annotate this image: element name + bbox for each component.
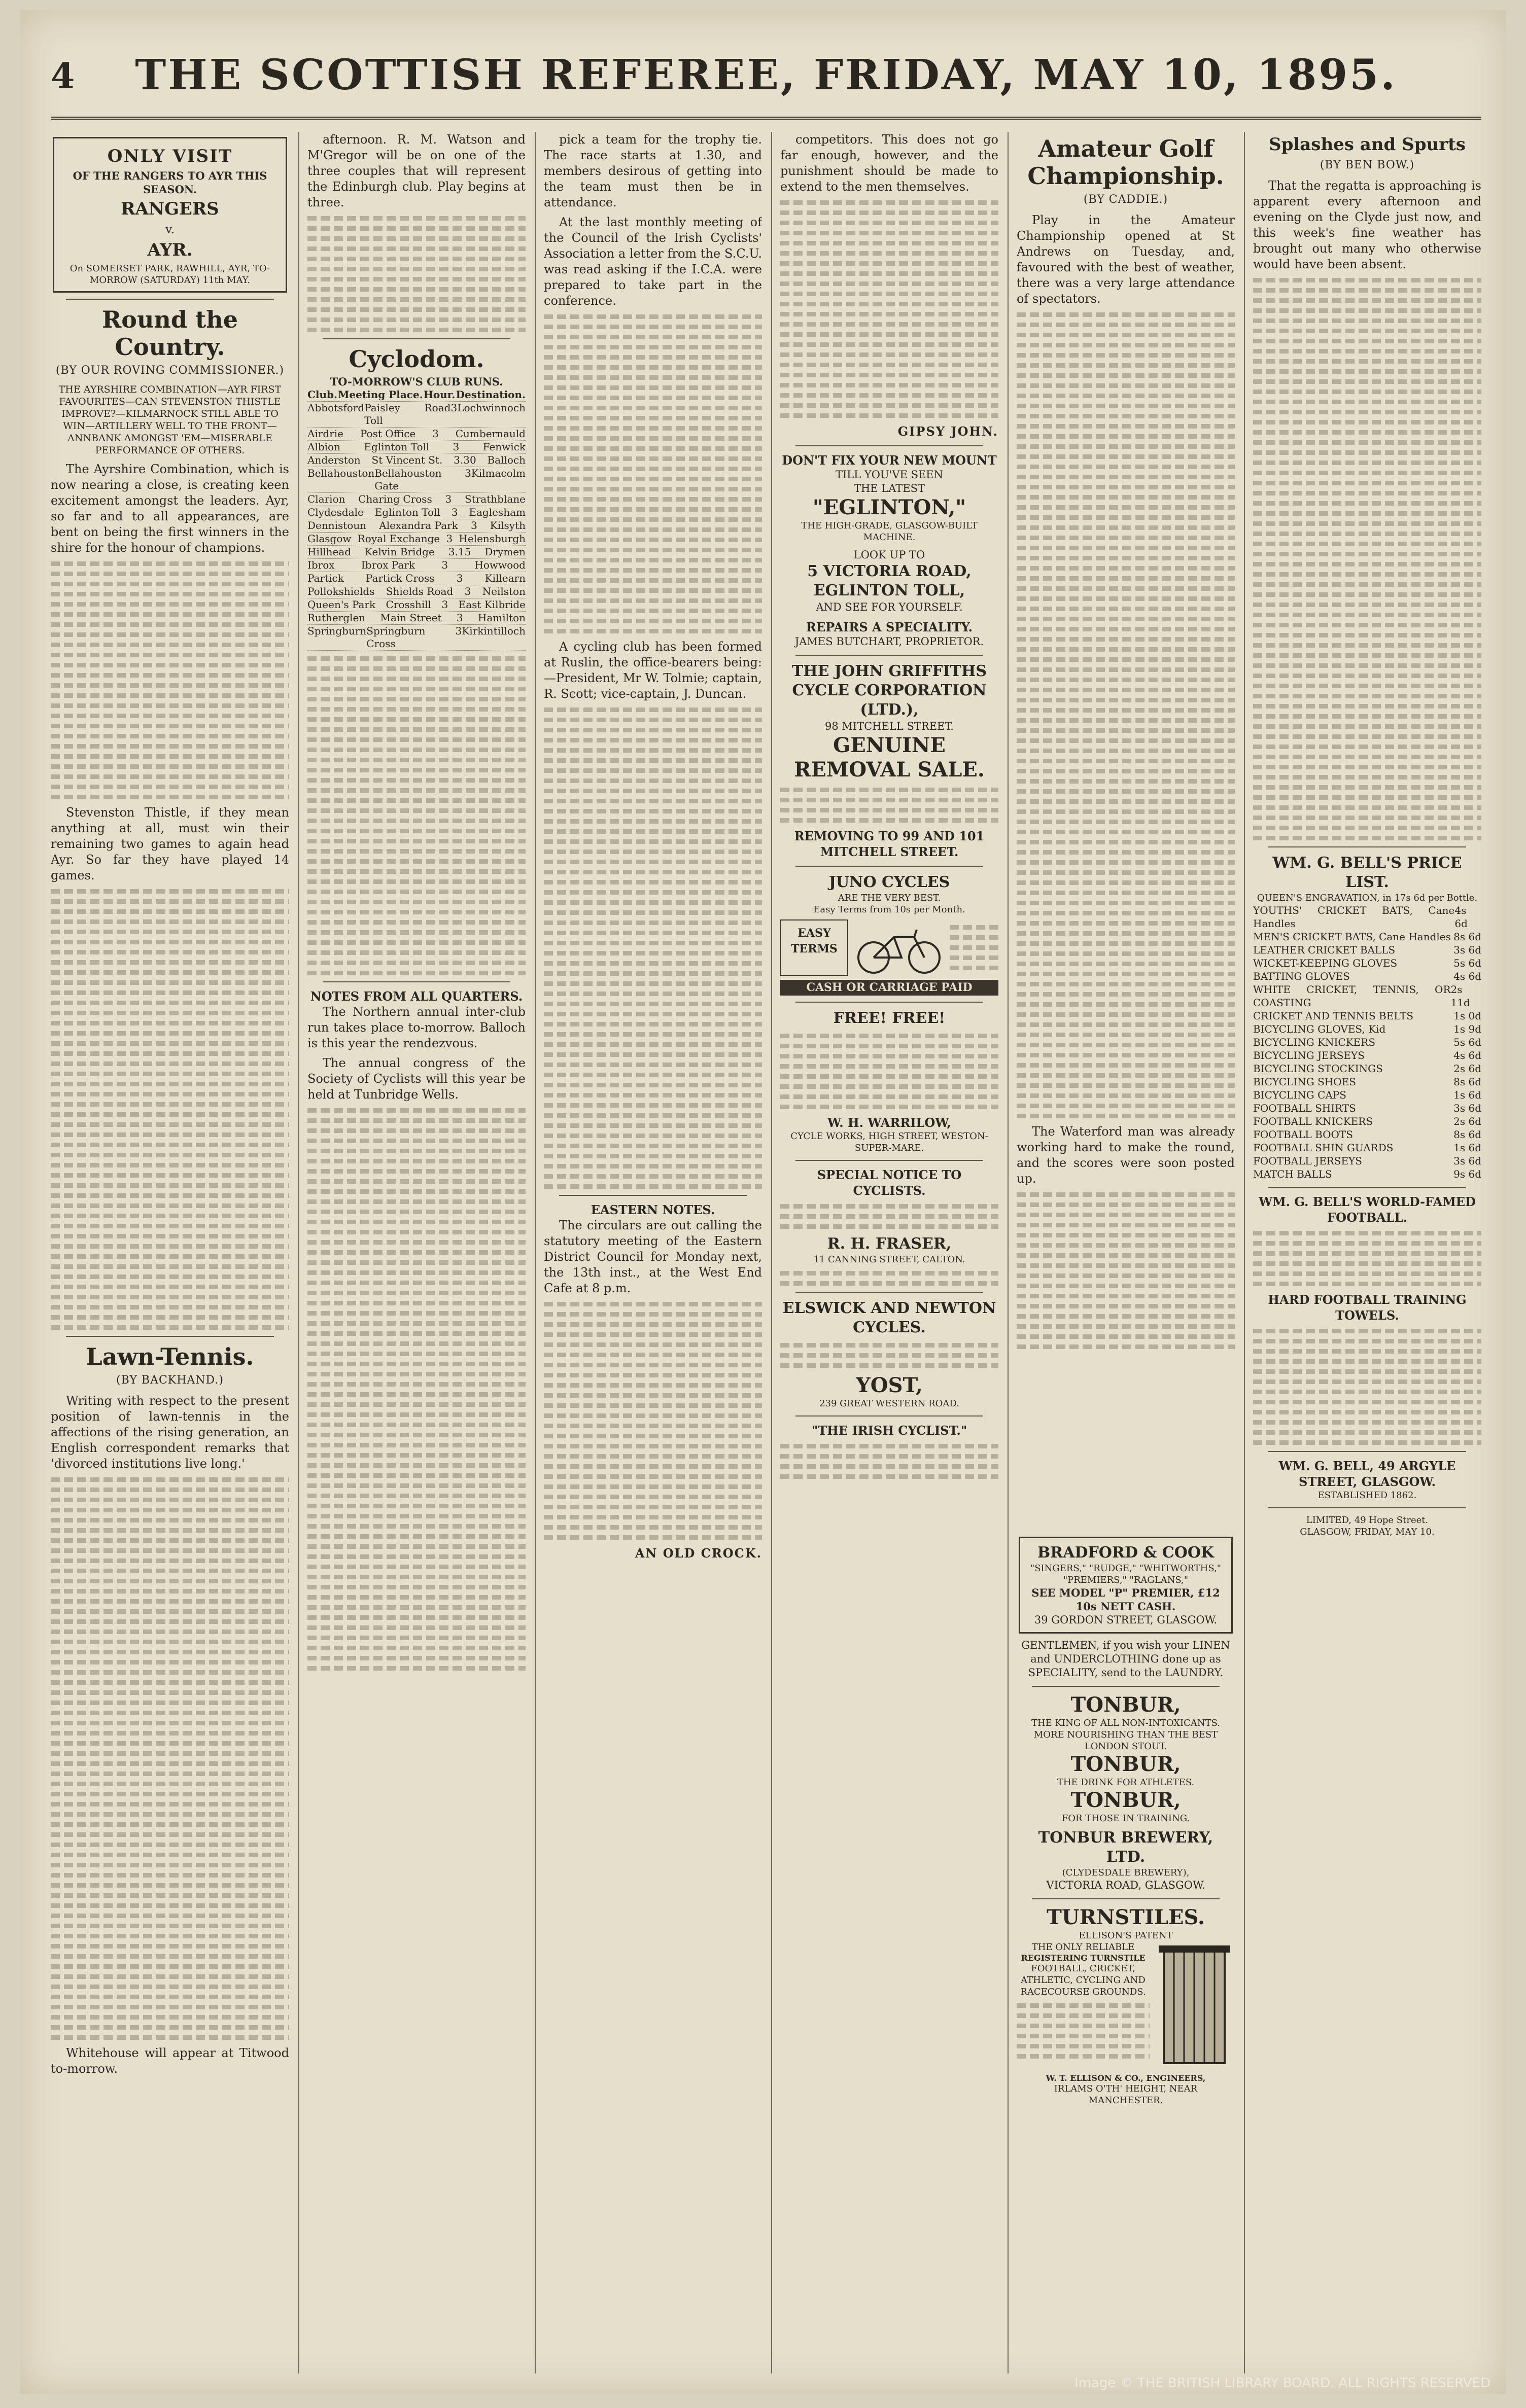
- table-row: [307, 441, 526, 454]
- table-row: [307, 546, 526, 559]
- ad-line: MORE NOURISHING THAN THE BEST LONDON STOUT.: [1033, 1729, 1218, 1752]
- table-cell: Strathblane: [465, 493, 526, 505]
- table-cell: Clydesdale: [307, 506, 364, 518]
- price-item-name: BICYCLING SHOES: [1253, 1076, 1356, 1088]
- article-body-lines: [544, 707, 762, 1189]
- table-cell: Glasgow: [307, 533, 352, 545]
- price-list: [1253, 904, 1481, 1181]
- ad-line: DON'T FIX YOUR NEW MOUNT: [782, 453, 997, 468]
- ad-badge: EASY TERMS: [780, 919, 848, 976]
- club-runs-table: [307, 388, 526, 651]
- ad-line: THE ONLY RELIABLE: [1031, 1942, 1135, 1953]
- table-cell: Clarion: [307, 493, 345, 505]
- signature: AN OLD CROCK.: [635, 1546, 762, 1561]
- notice-box: [53, 137, 287, 293]
- table-cell: 3: [453, 441, 460, 453]
- table-cell: Kirkintilloch: [462, 625, 526, 637]
- price-list-item: [1253, 1088, 1481, 1102]
- table-cell: Drymen: [484, 546, 526, 558]
- article-paragraph: afternoon. R. M. Watson and M'Gregor will be on one of the three couples that will represent the Edinburgh club. Play begins at three.: [307, 132, 526, 209]
- ad-body-lines: [1253, 1329, 1481, 1445]
- article-title: Cyclodom.: [349, 345, 484, 373]
- price-item-name: MATCH BALLS: [1253, 1168, 1332, 1180]
- ad-address: CYCLE WORKS, HIGH STREET, WESTON-SUPER-MARE.: [790, 1131, 988, 1153]
- ad-name: THE JOHN GRIFFITHS CYCLE CORPORATION (LTD.),: [791, 662, 987, 719]
- price-item-price: 2s 6d: [1453, 1115, 1481, 1127]
- article-paragraph: competitors. This does not go far enough, however, and the punishment should be made to extend to the men themselves.: [780, 132, 998, 194]
- imprint-line: GLASGOW, FRIDAY, MAY 10.: [1300, 1527, 1435, 1537]
- ad-line: AND SEE FOR YOURSELF.: [816, 601, 963, 613]
- price-list-item: [1253, 1062, 1481, 1075]
- ad-headline: WM. G. BELL'S PRICE LIST.: [1272, 854, 1462, 891]
- bottom-ads: [1017, 1532, 1235, 2374]
- price-item-name: BICYCLING GLOVES, Kid: [1253, 1023, 1386, 1035]
- price-item-price: 2s 11d: [1450, 983, 1470, 1009]
- irish-cyclist-ad: [780, 1423, 998, 1479]
- ad-body-lines: [780, 1271, 998, 1286]
- price-list-item: [1253, 1102, 1481, 1115]
- notice-v: v.: [165, 222, 175, 236]
- ad-name: W. T. ELLISON & CO., ENGINEERS,: [1046, 2073, 1206, 2083]
- griffiths-ad: [780, 662, 998, 860]
- ad-address: 11 CANNING STREET, CALTON.: [813, 1254, 965, 1265]
- table-cell: Eglinton Toll: [364, 441, 430, 453]
- table-row: [307, 559, 526, 572]
- price-item-price: 1s 0d: [1453, 1010, 1481, 1022]
- table-cell: Abbotsford: [307, 402, 365, 414]
- ad-name: TONBUR BREWERY, LTD.: [1038, 1829, 1213, 1866]
- table-row: [307, 533, 526, 546]
- article-paragraph: At the last monthly meeting of the Council of the Irish Cyclists' Association a letter from the S.C.U. was read asking if the I.C.A. were prepared to take part in the conference.: [544, 215, 762, 308]
- price-list-item: [1253, 957, 1481, 970]
- table-cell: Ibrox Park: [361, 559, 415, 571]
- article-paragraph: Whitehouse will appear at Titwood to-morrow.: [51, 2046, 289, 2076]
- column-rule: [535, 132, 536, 2374]
- ad-address: VICTORIA ROAD, GLASGOW.: [1046, 1879, 1205, 1891]
- table-cell: 3.30: [454, 454, 476, 466]
- article-paragraph: The Ayrshire Combination, which is now nearing a close, is creating keen excitement amongst the leaders. Ayr, so far and to all appearances, are bent on being the first winners in the shire for the honour of champions.: [51, 462, 289, 555]
- table-cell: Springburn Cross: [366, 625, 426, 650]
- price-list-item: [1253, 1154, 1481, 1167]
- price-list-item: [1253, 943, 1481, 957]
- article-paragraph: Stevenston Thistle, if they mean anything at all, must win their remaining two games to again head Ayr. So far they have played 14 games.: [51, 805, 289, 882]
- table-row: [307, 428, 526, 441]
- price-item-name: BICYCLING STOCKINGS: [1253, 1063, 1383, 1075]
- price-item-price: 4s 6d: [1453, 1049, 1481, 1061]
- table-cell: Partick: [307, 572, 344, 584]
- column-1: [51, 132, 289, 2374]
- table-row: [307, 467, 526, 493]
- table-cell: Balloch: [487, 454, 526, 466]
- table-cell: 3: [465, 467, 471, 479]
- table-cell: Crosshill: [386, 598, 432, 611]
- copyright-credit: Image © THE BRITISH LIBRARY BOARD. ALL RIGHTS RESERVED: [1074, 2376, 1490, 2391]
- runs-table-title: TO-MORROW'S CLUB RUNS.: [330, 375, 503, 388]
- table-cell: Albion: [307, 441, 340, 453]
- table-cell: Queen's Park: [307, 598, 376, 611]
- ad-body-lines: [780, 1204, 998, 1229]
- price-item-name: LEATHER CRICKET BALLS: [1253, 944, 1396, 956]
- fraser-ad: [780, 1167, 998, 1286]
- table-filler-lines: [307, 656, 526, 975]
- price-item-price: 8s 6d: [1453, 1076, 1481, 1088]
- article-title: Round the Country.: [102, 306, 238, 361]
- price-list-item: [1253, 1022, 1481, 1036]
- ad-line: FOR THOSE IN TRAINING.: [1061, 1813, 1190, 1824]
- table-cell: Springburn: [307, 625, 367, 637]
- eglinton-ad: [780, 452, 998, 649]
- section-title: EASTERN NOTES.: [591, 1202, 715, 1217]
- ad-line: "SINGERS," "RUDGE," "WHITWORTHS," "PREMIERS," "RAGLANS,": [1030, 1563, 1222, 1585]
- ad-line: Easy Terms from 10s per Month.: [813, 904, 965, 915]
- ad-name: "EGLINTON,": [812, 495, 966, 519]
- column-rule: [771, 132, 772, 2374]
- article-paragraph: That the regatta is approaching is apparent every afternoon and evening on the Clyde just now, and this week's fine weather has brought out many who otherwise would have been absent.: [1253, 179, 1481, 271]
- article-paragraph: Play in the Amateur Championship opened at St Andrews on Tuesday, and, favoured with the best of weather, there was a very large attendance of spectators.: [1017, 213, 1235, 306]
- notice-title: ONLY VISIT: [107, 146, 233, 166]
- ad-body-lines: [950, 919, 998, 976]
- ad-line: THE LATEST: [853, 482, 925, 494]
- ad-headline: "THE IRISH CYCLIST.": [811, 1423, 967, 1438]
- price-item-price: 3s 6d: [1453, 1102, 1481, 1114]
- table-cell: Hillhead: [307, 546, 352, 558]
- table-cell: 3: [450, 402, 458, 414]
- notice-team2: AYR.: [147, 240, 193, 260]
- price-item-price: 8s 6d: [1453, 1128, 1481, 1141]
- table-row: [307, 612, 526, 625]
- bradford-cook-ad: [1019, 1537, 1233, 1634]
- table-cell: 3: [470, 519, 477, 532]
- price-list-item: [1253, 930, 1481, 943]
- ad-name: YOST,: [856, 1373, 923, 1397]
- table-cell: 3: [464, 585, 471, 597]
- price-item-name: FOOTBALL SHIRTS: [1253, 1102, 1356, 1114]
- table-cell: 3: [456, 572, 463, 584]
- table-cell: East Kilbride: [458, 598, 526, 611]
- table-cell: Kelvin Bridge: [365, 546, 435, 558]
- ad-line: ARE THE VERY BEST.: [838, 893, 941, 903]
- table-cell: Alexandra Park: [379, 519, 458, 532]
- price-item-name: BATTING GLOVES: [1253, 970, 1350, 982]
- column-rule: [1008, 132, 1009, 2374]
- table-cell: Neilston: [482, 585, 526, 597]
- ad-line: REGISTERING TURNSTILE: [1021, 1953, 1146, 1963]
- price-item-name: FOOTBALL JERSEYS: [1253, 1155, 1362, 1167]
- price-item-price: 3s 6d: [1453, 944, 1481, 956]
- price-item-price: 2s 6d: [1453, 1063, 1481, 1075]
- signature: GIPSY JOHN.: [897, 424, 998, 439]
- table-cell: Eaglesham: [469, 506, 526, 518]
- article-title: Splashes and Spurts: [1269, 134, 1466, 155]
- price-item-price: 4s 6d: [1453, 970, 1481, 982]
- table-cell: Partick Cross: [365, 572, 435, 584]
- column-6: [1253, 132, 1481, 2374]
- ad-body-lines: [780, 1343, 998, 1368]
- price-list-item: [1253, 1009, 1481, 1022]
- table-cell: 3: [456, 612, 463, 624]
- price-item-name: BICYCLING KNICKERS: [1253, 1036, 1376, 1048]
- table-cell: Helensburgh: [459, 533, 526, 545]
- table-cell: Bellahouston: [307, 467, 375, 479]
- table-cell: Eglinton Toll: [374, 506, 440, 518]
- article-body-lines: [51, 1477, 289, 2040]
- ad-line: HARD FOOTBALL TRAINING TOWELS.: [1268, 1292, 1467, 1323]
- ad-body-lines: [1253, 1231, 1481, 1286]
- article-byline: (BY OUR ROVING COMMISSIONER.): [55, 364, 285, 377]
- column-5: [1017, 132, 1235, 1521]
- price-list-item: [1253, 983, 1481, 1009]
- table-cell: 3: [445, 493, 452, 505]
- table-cell: Kilmacolm: [471, 467, 526, 479]
- page-title: THE SCOTTISH REFEREE, FRIDAY, MAY 10, 1895.: [135, 51, 1397, 99]
- table-header-cell: Club.: [307, 388, 338, 401]
- price-item-name: BICYCLING CAPS: [1253, 1089, 1346, 1101]
- table-row: [307, 506, 526, 519]
- turnstile-icon: [1154, 1941, 1235, 2073]
- ad-name: TURNSTILES.: [1047, 1905, 1205, 1929]
- price-item-name: CRICKET AND TENNIS BELTS: [1253, 1010, 1414, 1022]
- price-list-item: [1253, 1049, 1481, 1062]
- price-list-item: [1253, 1141, 1481, 1154]
- ad-line: (CLYDESDALE BREWERY),: [1062, 1867, 1190, 1878]
- table-row: [307, 402, 526, 428]
- elswick-ad: [780, 1299, 998, 1409]
- table-header-cell: Meeting Place.: [338, 388, 423, 401]
- article-body-lines: [1017, 1192, 1235, 1349]
- price-item-price: 1s 9d: [1453, 1023, 1481, 1035]
- article-body-lines: [544, 1302, 762, 1540]
- ad-line: 98 MITCHELL STREET.: [825, 720, 954, 732]
- ad-name: R. H. FRASER,: [827, 1235, 952, 1253]
- table-cell: 3: [441, 598, 448, 611]
- ad-name: TONBUR,: [1070, 1752, 1181, 1776]
- ad-line: THE KING OF ALL NON-INTOXICANTS.: [1031, 1718, 1221, 1728]
- table-cell: 3: [441, 559, 448, 571]
- table-cell: St Vincent St.: [371, 454, 443, 466]
- tonbur-ad: [1017, 1693, 1235, 1892]
- table-cell: Main Street: [380, 612, 442, 624]
- table-header-cell: Destination.: [456, 388, 526, 401]
- laundry-ad: GENTLEMEN, if you wish your LINEN and UNDERCLOTHING done up as SPECIALITY, send to the LAUNDRY.: [1021, 1639, 1230, 1679]
- table-row: [307, 519, 526, 533]
- bicycle-icon: [853, 919, 945, 975]
- price-item-price: 1s 6d: [1453, 1142, 1481, 1154]
- turnstiles-ad: [1017, 1905, 1235, 2106]
- price-item-name: YOUTHS' CRICKET BATS, Cane Handles: [1253, 904, 1455, 930]
- juno-ad: [780, 873, 998, 996]
- ad-name: TONBUR,: [1070, 1788, 1181, 1812]
- table-cell: Shields Road: [386, 585, 454, 597]
- article-byline: (BY CADDIE.): [1083, 193, 1168, 206]
- table-row: [307, 572, 526, 585]
- price-item-price: 5s 6d: [1453, 957, 1481, 969]
- article-title: Lawn-Tennis.: [86, 1343, 254, 1370]
- table-header: [307, 388, 526, 402]
- table-cell: Charing Cross: [358, 493, 432, 505]
- article-body-lines: [1253, 278, 1481, 840]
- notice-venue: On SOMERSET PARK, RAWHILL, AYR, TO-MORROW (SATURDAY) 11th MAY.: [70, 263, 270, 286]
- price-item-name: MEN'S CRICKET BATS, Cane Handles: [1253, 931, 1451, 943]
- ad-name: TONBUR,: [1070, 1693, 1181, 1717]
- article-body-lines: [544, 314, 762, 633]
- ad-name: BRADFORD & COOK: [1037, 1544, 1215, 1562]
- table-cell: 3: [455, 625, 462, 637]
- table-cell: Hamilton: [477, 612, 526, 624]
- price-item-name: WHITE CRICKET, TENNIS, OR COASTING: [1253, 983, 1451, 1009]
- table-row: [307, 454, 526, 467]
- price-list-item: [1253, 904, 1481, 930]
- section-title: NOTES FROM ALL QUARTERS.: [310, 989, 523, 1004]
- ad-headline: ELSWICK AND NEWTON CYCLES.: [782, 1299, 996, 1336]
- article-body-lines: [51, 889, 289, 1330]
- ad-line: ELLISON'S PATENT: [1079, 1930, 1173, 1941]
- price-list-item: [1253, 1075, 1481, 1088]
- table-row: [307, 585, 526, 598]
- price-list-item: [1253, 1167, 1481, 1181]
- ad-line: REPAIRS A SPECIALITY.: [806, 620, 973, 634]
- column-4: [780, 132, 998, 2374]
- ad-line: JAMES BUTCHART, PROPRIETOR.: [794, 635, 984, 648]
- article-summary: THE AYRSHIRE COMBINATION—AYR FIRST FAVOURITES—CAN STEVENSTON THISTLE IMPROVE?—KILMARNOCK STILL ABLE TO WIN—ARTILLERY WELL TO THE FRONT—ANNBANK AMONGST 'EM—MISERABLE PERFORMANCE OF OTHERS.: [58, 384, 282, 456]
- table-cell: 3: [451, 506, 458, 518]
- price-item-name: FOOTBALL BOOTS: [1253, 1128, 1353, 1141]
- table-cell: Paisley Road Toll: [364, 402, 451, 427]
- article-body-lines: [307, 1108, 526, 1671]
- table-cell: 3: [446, 533, 453, 545]
- ad-line: FOOTBALL, CRICKET, ATHLETIC, CYCLING AND RACECOURSE GROUNDS.: [1020, 1963, 1146, 1997]
- price-list-item: [1253, 970, 1481, 983]
- table-header-cell: Hour.: [423, 388, 456, 401]
- table-cell: Bellahouston Gate: [374, 467, 442, 492]
- article-paragraph: The circulars are out calling the statutory meeting of the Eastern District Council for Monday next, the 13th inst., at the West End Cafe at 8 p.m.: [544, 1218, 762, 1295]
- table-cell: Royal Exchange: [357, 533, 440, 545]
- imprint-line: LIMITED, 49 Hope Street.: [1306, 1515, 1429, 1526]
- table-cell: Fenwick: [482, 441, 526, 453]
- article-paragraph: Writing with respect to the present position of lawn-tennis in the affections of the rising generation, an English correspondent remarks that 'divorced institutions live long.': [51, 1394, 289, 1471]
- ad-address: 239 GREAT WESTERN ROAD.: [819, 1398, 959, 1409]
- column-rule: [298, 132, 299, 2374]
- column-rule: [1244, 132, 1245, 2374]
- price-item-price: 3s 6d: [1453, 1155, 1481, 1167]
- price-item-price: 1s 6d: [1453, 1089, 1481, 1101]
- table-cell: Ibrox: [307, 559, 335, 571]
- ad-line: ESTABLISHED 1862.: [1317, 1490, 1417, 1501]
- article-paragraph: The Northern annual inter-club run takes place to-morrow. Balloch is this year the rendezvous.: [307, 1005, 526, 1050]
- table-cell: Anderston: [307, 454, 361, 466]
- price-item-name: WICKET-KEEPING GLOVES: [1253, 957, 1398, 969]
- table-cell: Airdrie: [307, 428, 343, 440]
- ad-line: THE HIGH-GRADE, GLASGOW-BUILT MACHINE.: [801, 520, 978, 543]
- price-list-item: [1253, 1128, 1481, 1141]
- ad-address: IRLAMS O'TH' HEIGHT, NEAR MANCHESTER.: [1054, 2083, 1198, 2106]
- price-item-name: FOOTBALL SHIN GUARDS: [1253, 1142, 1394, 1154]
- masthead: [51, 51, 1481, 120]
- price-item-price: 9s 6d: [1453, 1168, 1481, 1180]
- ad-body-lines: [780, 788, 998, 823]
- ad-line: QUEEN'S ENGRAVATION, in 17s 6d per Bottle.: [1257, 893, 1478, 903]
- article-title: Amateur Golf Championship.: [1027, 135, 1224, 190]
- ad-body-lines: [780, 1444, 998, 1479]
- table-cell: Howwood: [474, 559, 526, 571]
- table-cell: Dennistoun: [307, 519, 367, 532]
- ad-line: THE DRINK FOR ATHLETES.: [1057, 1777, 1195, 1788]
- price-list-item: [1253, 1036, 1481, 1049]
- table-cell: Pollokshields: [307, 585, 375, 597]
- notice-subtitle: OF THE RANGERS TO AYR THIS SEASON.: [73, 169, 267, 196]
- ad-address: 5 VICTORIA ROAD, EGLINTON TOLL,: [807, 562, 972, 599]
- price-item-price: 4s 6d: [1454, 904, 1468, 930]
- column-3: [544, 132, 762, 2374]
- price-item-name: FOOTBALL KNICKERS: [1253, 1115, 1373, 1127]
- ad-line: TILL YOU'VE SEEN: [835, 469, 943, 481]
- price-item-name: BICYCLING JERSEYS: [1253, 1049, 1365, 1061]
- ad-line: REMOVING TO 99 AND 101 MITCHELL STREET.: [794, 829, 985, 859]
- newspaper-page: [20, 10, 1506, 2394]
- table-cell: Killearn: [484, 572, 526, 584]
- ad-line: WM. G. BELL'S WORLD-FAMED FOOTBALL.: [1259, 1194, 1476, 1225]
- article-paragraph: pick a team for the trophy tie. The race starts at 1.30, and members desirous of getting into the team must then be in attendance.: [544, 132, 762, 209]
- ad-line: LOOK UP TO: [853, 549, 925, 561]
- article-body-lines: [307, 216, 526, 332]
- table-cell: Kilsyth: [490, 519, 526, 532]
- warrilow-ad: [780, 1009, 998, 1154]
- ad-address: 39 GORDON STREET, GLASGOW.: [1034, 1614, 1218, 1626]
- table-cell: Cumbernauld: [455, 428, 526, 440]
- price-item-price: 5s 6d: [1453, 1036, 1481, 1048]
- notice-team1: RANGERS: [121, 199, 219, 219]
- page-number: 4: [51, 56, 75, 96]
- price-list-item: [1253, 1115, 1481, 1128]
- table-cell: Rutherglen: [307, 612, 366, 624]
- article-paragraph: The annual congress of the Society of Cyclists will this year be held at Tunbridge Wells.: [307, 1056, 526, 1102]
- ad-name: JUNO CYCLES: [828, 873, 950, 891]
- price-item-price: 8s 6d: [1453, 931, 1481, 943]
- table-cell: 3: [432, 428, 439, 440]
- article-paragraph: The Waterford man was already working hard to make the round, and the scores were soon posted up.: [1017, 1124, 1235, 1186]
- ad-headline: GENUINE REMOVAL SALE.: [794, 733, 985, 782]
- ad-headline: SPECIAL NOTICE TO CYCLISTS.: [817, 1167, 962, 1198]
- article-paragraph: A cycling club has been formed at Ruslin, the office-bearers being:—President, Mr W. Tolmie; captain, R. Scott; vice-captain, J. Duncan.: [544, 640, 762, 701]
- column-2: [307, 132, 526, 2374]
- ad-body-lines: [1017, 2003, 1150, 2059]
- ad-address: WM. G. BELL, 49 ARGYLE STREET, GLASGOW.: [1278, 1459, 1456, 1489]
- table-row: [307, 625, 526, 651]
- table-cell: 3.15: [448, 546, 471, 558]
- ad-name: W. H. WARRILOW,: [827, 1115, 951, 1130]
- ad-line: SEE MODEL "P" PREMIER, £12 10s NETT CASH.: [1031, 1586, 1220, 1613]
- article-byline: (BY BEN BOW.): [1320, 159, 1415, 171]
- ad-headline: FREE! FREE!: [833, 1009, 946, 1027]
- table-cell: Post Office: [360, 428, 416, 440]
- article-body-lines: [51, 561, 289, 799]
- ad-banner: CASH OR CARRIAGE PAID: [780, 980, 998, 996]
- article-body-lines: [780, 200, 998, 418]
- article-byline: (BY BACKHAND.): [116, 1374, 224, 1387]
- article-body-lines: [1017, 312, 1235, 1118]
- table-row: [307, 493, 526, 506]
- table-cell: Lochwinnoch: [457, 402, 526, 414]
- table-row: [307, 598, 526, 612]
- ad-body-lines: [780, 1034, 998, 1109]
